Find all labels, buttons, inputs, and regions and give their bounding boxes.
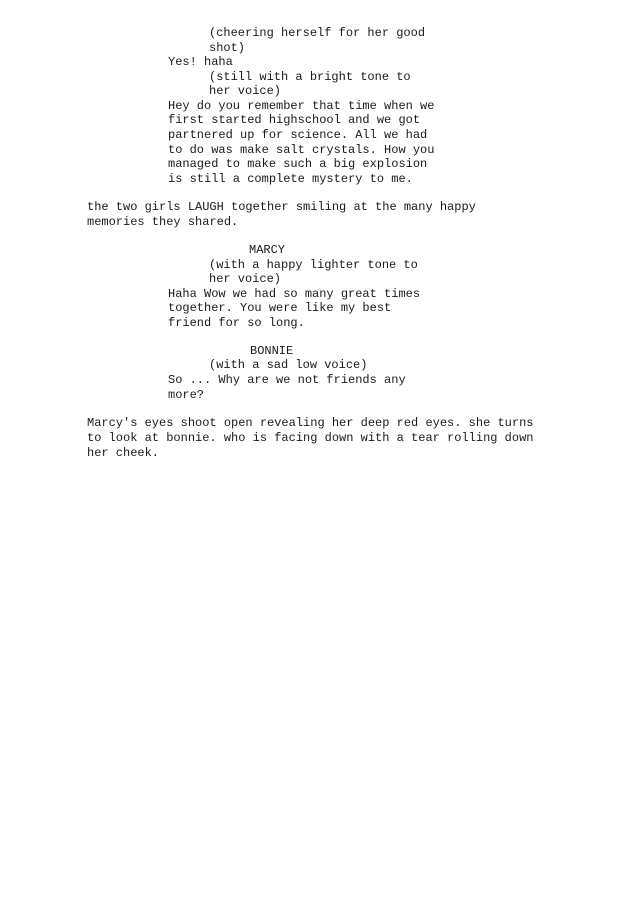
action-line: her cheek. — [87, 446, 160, 460]
dialogue-line: Hey do you remember that time when we — [168, 99, 435, 113]
action-line: Marcy's eyes shoot open revealing her deep red eyes. she turns — [87, 416, 534, 430]
action-line: the two girls LAUGH together smiling at the many happy — [87, 200, 476, 214]
dialogue-line: partnered up for science. All we had — [168, 128, 428, 142]
character-name: MARCY — [249, 243, 286, 257]
parenthetical-line: (cheering herself for her good — [209, 26, 426, 40]
dialogue-line: together. You were like my best — [168, 301, 392, 315]
dialogue-line: Haha Wow we had so many great times — [168, 287, 421, 301]
action-line: memories they shared. — [87, 215, 239, 229]
parenthetical-line: her voice) — [209, 272, 282, 286]
dialogue-line: friend for so long. — [168, 316, 305, 330]
character-name: BONNIE — [250, 344, 294, 358]
dialogue-line: more? — [168, 388, 205, 402]
parenthetical-line: (with a sad low voice) — [209, 358, 368, 372]
dialogue-line: So ... Why are we not friends any — [168, 373, 406, 387]
dialogue-line: Yes! haha — [168, 55, 233, 69]
dialogue-line: first started highschool and we got — [168, 113, 421, 127]
dialogue-line: managed to make such a big explosion — [168, 157, 428, 171]
action-line: to look at bonnie. who is facing down with a tear rolling down — [87, 431, 534, 445]
parenthetical-line: (with a happy lighter tone to — [209, 258, 418, 272]
dialogue-line: is still a complete mystery to me. — [168, 172, 413, 186]
dialogue-line: to do was make salt crystals. How you — [168, 143, 435, 157]
parenthetical-line: shot) — [209, 41, 246, 55]
parenthetical-line: (still with a bright tone to — [209, 70, 411, 84]
parenthetical-line: her voice) — [209, 84, 282, 98]
